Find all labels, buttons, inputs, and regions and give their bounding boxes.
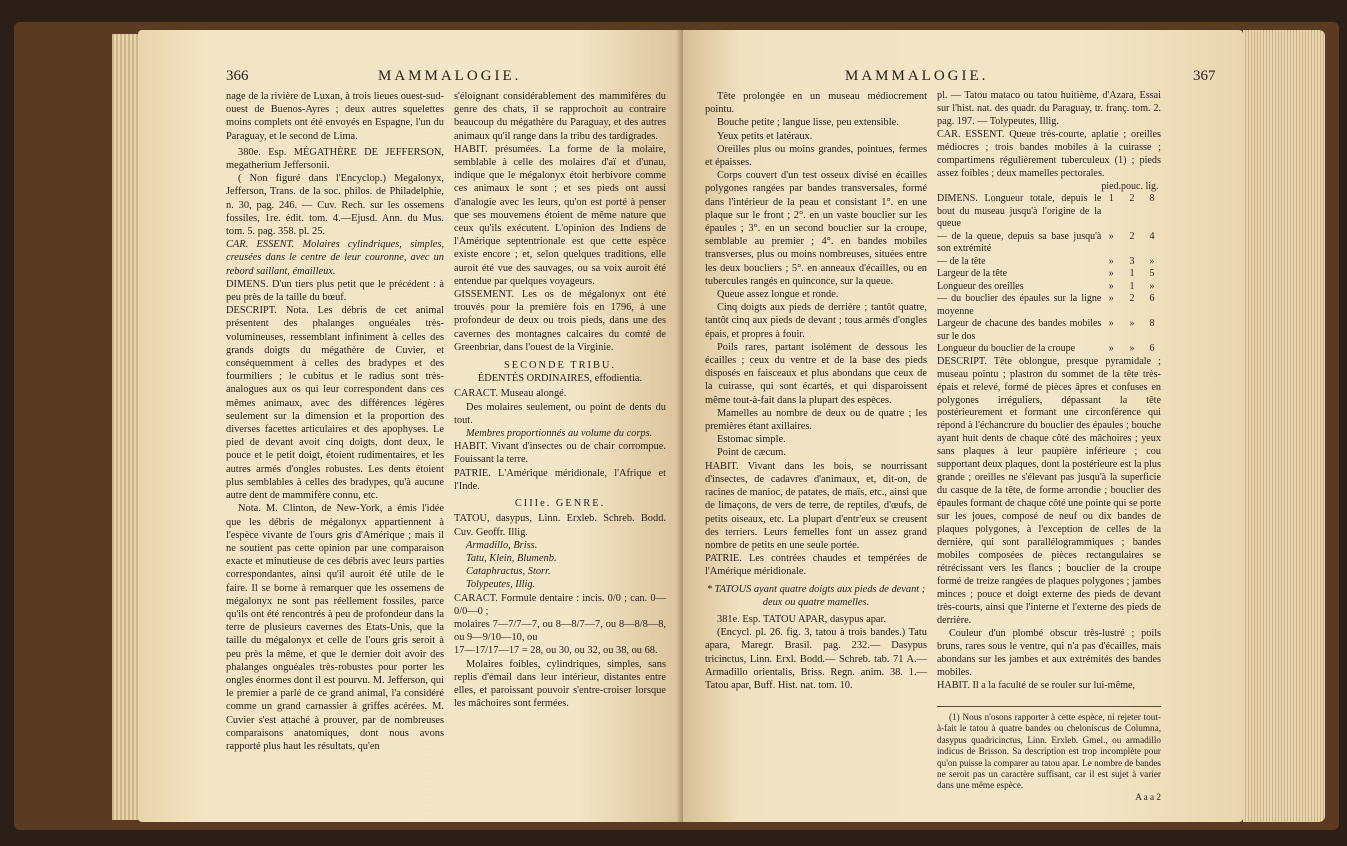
paragraph: DESCRIPT. Nota. Les débris de cet animal présentent des phalanges onguéales très-volumineuses, ressemblant infiniment à celles des grands doigts du mégathère de Cuvier, et conséquemment à celles des bradypes et des fourmiliers ; le cubitus et le radius sont très-analogues aux os qui leur correspondent dans ces mêmes animaux, avec des différences légères seulement sur la dimension et la proportion des diverses facettes articulaires et des apophyses. Le pied de devant avoit cinq doigts, dont deux, le pouce et le petit doigt, étoient rudimentaires, et les autres armés d'ongles robustes. Les dents étoient plus semblables à celles des bradypes, qu'à aucune autre dent de mammifère connu, etc. [226, 305, 444, 502]
dental-formula: 17—17/17—17 = 28, ou 30, ou 32, ou 38, ou 68. [454, 645, 658, 657]
paragraph: Des molaires seulement, ou point de dents du tout. [454, 401, 666, 426]
left-page-number: 366 [226, 68, 249, 84]
paragraph: Molaires foibles, cylindriques, simples, sans replis d'émail dans leur intérieur, distantes entre elles, et paroissant pouvoir s'entre-croiser lorsque les mâchoires sont fermées. [454, 658, 666, 710]
paragraph: Estomac simple. [717, 434, 786, 446]
footnote: (1) Nous n'osons rapporter à cette espèce, ni rejeter tout-à-fait le tatou à quatre bandes ou cheloniscus de Columna, dasypus quadricinctus, Linn. Erxleb. Gmel., ou armadillo indicus de Brisson. Sa description est trop incomplète pour qu'on puisse la comparer au tatou apar. Le nombre de bandes ne seroit pas un caractère suffisant, car il est sujet à varier dans une même espèce. A a a 2 [937, 712, 1161, 802]
left-column-2 [454, 90, 666, 710]
left-page [138, 30, 683, 822]
paragraph: Cinq doigts aux pieds de derrière ; tantôt quatre, tantôt cinq aux pieds de devant ; tous armés d'ongles épais, et propres à fouir. [705, 302, 927, 340]
synonym: Tatu, Klein, Blumenb. [466, 552, 557, 564]
paragraph: Bouche petite ; langue lisse, peu extensible. [717, 117, 899, 129]
table-header [937, 181, 1161, 194]
paragraph: GISSEMENT. Les os de mégalonyx ont été trouvés pour la première fois en 1796, à une profondeur de deux ou trois pieds, dans une des cavernes des montagnes calcaires du comté de Greenbriar, dans l'ouest de la Virginie. [454, 289, 666, 353]
dental-formula: CARACT. Formule dentaire : incis. 0/0 ; can. 0—0/0—0 ; [454, 592, 666, 617]
paragraph: CARACT. Museau alongé. [454, 388, 567, 400]
paragraph: ( Non figuré dans l'Encyclop.) Megalonyx, Jefferson, Trans. de la soc. philos. de Philadelphie, n. 30, pag. 246. — Cuv. Rech. sur les ossemens fossiles, 1re. édit. tom. 4.—Ejusd. Ann. du Mus. tom. 5. pag. 358. pl. 25. [226, 173, 444, 238]
table-row: Longueur des oreilles » 1 » [937, 280, 1155, 292]
paragraph: Tête prolongée en un museau médiocrement pointu. [705, 91, 927, 116]
left-running-head: MAMMALOGIE. [378, 68, 522, 84]
right-running-head: MAMMALOGIE. [845, 68, 989, 84]
paragraph: Membres proportionnés au volume du corps. [466, 428, 653, 440]
right-page [683, 30, 1243, 822]
genus-heading: CIIIe. GENRE. [514, 498, 606, 510]
synonym: Cataphractus, Storr. [466, 566, 551, 578]
table-row: — de la queue, depuis sa base jusqu'à son extrémité » 2 4 [937, 230, 1155, 255]
section-heading: SECONDE TRIBU. [503, 360, 617, 372]
table-row: Largeur de chacune des bandes mobiles sur le dos » » 8 [937, 318, 1155, 342]
paragraph: HABIT. Vivant d'insectes ou de chair corrompue. Fouissant la terre. [454, 441, 666, 466]
paragraph: s'éloignant considérablement des mammifères du genre des chats, il se rapprochoit au contraire beaucoup du mégathère du Paraguay, et des autres animaux qu'il range dans la tribu des tardigrades. [454, 91, 666, 142]
table-row: Longueur du bouclier de la croupe » » 6 [937, 343, 1155, 355]
right-column-1 [705, 90, 927, 692]
paragraph: CAR. ESSENT. Queue très-courte, aplatie ; oreilles médiocres ; trois bandes mobiles à la cuirasse ; compartimens régulièrement tuberculeux (1) ; pieds assez foibles ; deux mamelles pectorales. [937, 128, 1161, 179]
synonym: Tolypeutes, Illig. [466, 579, 536, 591]
column-header: pouc. [1121, 180, 1143, 192]
paragraph: DIMENS. D'un tiers plus petit que le précédent : à peu près de la taille du bœuf. [226, 278, 444, 304]
paragraph: DESCRIPT. Tête oblongue, presque pyramidale ; museau pointu ; plastron du sommet de la tête très-épais et relevé, formé de pièces âpres et confuses en polygones irréguliers, dépassant la tête postérieurement et formant une circonférence qui répond à l'échancrure du bouclier des épaules ; bouche ayant huit dents de chaque côté des mâchoires ; yeux sans plaques à leur paupière inférieure ; cou supportant deux plaques, dont la postérieure est la plus grande ; oreilles ne s'élevant pas jusqu'à la superficie du casque de la tête, de forme arrondie ; bouclier des épaules formant de chaque côté une pointe qui se porte sur les joues, composé de neuf ou dix bandes de plaques polygones, à l'exception de celles de la dernière, qui sont parallélogrammiques ; bandes mobiles composées de pièces rectangulaires se rétrécissant vers les flancs ; bouclier de la croupe formé de treize rangées de plaques polygones ; jambes minces ; pouce et doigt externe des pieds de devant très-courts, ainsi que l'interne et l'externe des pieds de derrière. [937, 355, 1161, 626]
dimensions-table [937, 181, 1161, 356]
paragraph: Couleur d'un plombé obscur très-lustré ; poils bruns, rares sous le ventre, qui n'a pas d'écailles, mais abondans sur les jambes et aux extrémités des bandes mobiles. [937, 627, 1161, 678]
column-header: lig. [1145, 180, 1159, 192]
paragraph: Poils rares, partant isolément de dessous les écailles ; ceux du ventre et de la base des pieds disposés en faisceaux et plus abondans que ceux de la cuirasse, qui sont écartés, et qui disparoissent même tout-à-fait dans la plupart des espèces. [705, 341, 927, 406]
paragraph: Point de cæcum. [717, 447, 786, 459]
paragraph: Queue assez longue et ronde. [717, 289, 839, 301]
paragraph: (Encycl. pl. 26. fig. 3, tatou à trois bandes.) Tatu apara, Maregr. Brasil. pag. 232.— Dasypus tricinctus, Linn. Erxl. Bodd.— Schreb. tab. 71 A.— Armadillo orientalis, Briss. Regn. anim. 38. 1.— Tatou apar, Buff. Hist. nat. tom. 10. [705, 627, 927, 691]
synonym: Armadillo, Briss. [466, 539, 538, 551]
column-header: pied. [1101, 180, 1122, 192]
right-column-2 [937, 90, 1161, 692]
paragraph: TATOU, dasypus, Linn. Erxleb. Schreb. Bodd. Cuv. Geoffr. Illig. [454, 513, 666, 538]
paragraph: nage de la rivière de Luxan, à trois lieues ouest-sud-ouest de Buenos-Ayres ; deux autres squelettes moins complets ont été envoyés en Espagne, l'un du Paraguay, et le second de Lima. [226, 91, 444, 142]
species-heading: 381e. Esp. TATOU APAR, dasypus apar. [717, 613, 886, 625]
paragraph: HABIT. Il a la faculté de se rouler sur lui-même, [937, 679, 1136, 691]
section-subheading: ÉDENTÉS ORDINAIRES, effodientia. [477, 373, 643, 385]
paragraph: Mamelles au nombre de deux ou de quatre ; les premières étant axillaires. [705, 407, 927, 433]
paragraph: Yeux petits et latéraux. [717, 130, 813, 142]
dental-formula: molaires 7—7/7—7, ou 8—8/7—7, ou 8—8/8—8, ou 9—9/10—10, ou [454, 618, 666, 644]
left-column-1 [226, 90, 444, 753]
table-row: Largeur de la tête » 1 5 [937, 268, 1155, 280]
subsection-heading: * TATOUS ayant quatre doigts aux pieds de devant ; deux ou quatre mamelles. [706, 583, 926, 608]
signature-mark: A a a 2 [1135, 791, 1161, 802]
paragraph: HABIT. présumées. La forme de la molaire, semblable à celle des molaires d'aï et d'unau, indique que le mégalonyx étoit herbivore comme ces animaux le sont ; et ses pieds ont aussi d'analogie avec les leurs, qu'on est porté à penser que ses mouvemens étoient de même nature que ceux qu'ils exécutent. L'opinion des Indiens de l'Amérique septentrionale est que cette espèce existe encore ; et, selon quelques traditions, elle auroit été vue des sauvages, ou sa voix auroit été entendue par quelques voyageurs. [454, 143, 666, 287]
table-row: — de la tête » 3 » [937, 255, 1155, 267]
left-page-edges [112, 34, 140, 820]
paragraph: Corps couvert d'un test osseux divisé en écailles polygones rangées par bandes transversales, formé dans l'intérieur de la peau et consistant 1°. en une plaque sur le front ; 2°. en un vaste bouclier sur les épaules ; 3°. en un second bouclier sur la croupe, semblable au premier ; 4°. en bandes mobiles transverses, plus ou moins nombreuses, situées entre les deux boucliers ; 5°. en anneaux d'écailles, ou en tubercules rangés en quinconce, sur la queue. [705, 170, 927, 287]
paragraph: CAR. ESSENT. Molaires cylindriques, simples, creusées dans le centre de leur couronne, avec un rebord saillant, émailleux. [226, 239, 444, 277]
paragraph: PATRIE. L'Amérique méridionale, l'Afrique et l'Inde. [454, 467, 666, 492]
footnote-rule [937, 706, 1161, 707]
species-heading: 380e. Esp. MÉGATHÈRE DE JEFFERSON, megatherium Jeffersonii. [226, 146, 444, 172]
table-row: DIMENS. Longueur totale, depuis le bout du museau jusqu'à l'origine de la queue 1 2 8 [937, 193, 1155, 230]
paragraph: Nota. M. Clinton, de New-York, a émis l'idée que les débris de mégalonyx appartiennent à l'espèce vivante de l'ours gris d'Amérique ; mais il ne soutient pas cette opinion par une comparaison exacte et minutieuse de ces débris avec leurs parties correspondantes, ainsi qu'il auroit été utile de le faire. Il se borne à remarquer que les ossemens de mégalonyx ne sont pas réellement fossiles, parce qu'ils ont été rencontrés à peu de profondeur dans la terre de plusieurs cavernes des Etats-Unis, que la taille du mégalonyx et celle de l'ours gris seroit à peu près la même, et que le dernier doit avoir des phalanges onguéales très-robustes pour porter les ongles énormes dont il est pourvu. M. Jefferson, qui le premier a parlé de ce grand animal, l'a considéré comme un grand carnassier à griffes acérées. M. Cuvier s'est attaché à prouver, par de nombreuses comparaisons anatomiques, dont nous avons rapporté plus haut les résultats, qu'en [226, 503, 444, 752]
paragraph: Oreilles plus ou moins grandes, pointues, fermes et épaisses. [705, 143, 927, 169]
table-row: — du bouclier des épaules sur la ligne moyenne » 2 6 [937, 293, 1155, 317]
right-page-number: 367 [1193, 68, 1216, 84]
paragraph: PATRIE. Les contrées chaudes et tempérées de l'Amérique méridionale. [705, 553, 927, 578]
right-page-edges [1243, 30, 1325, 822]
paragraph: HABIT. Vivant dans les bois, se nourrissant d'insectes, de cadavres d'animaux, et, dit-on, de racines de manioc, de patates, de maïs, etc., ainsi que de limaçons, de vers de terre, de reptiles, d'œufs, de petits oiseaux, etc. La plupart d'entr'eux se creusent des terriers. Leurs femelles font un assez grand nombre de petits en une seule portée. [705, 460, 927, 551]
paragraph: pl. — Tatou mataco ou tatou huitième, d'Azara, Essai sur l'hist. nat. des quadr. du Paraguay, tr. franç. tom. 2. pag. 197. — Tolypeutes, Illig. [937, 90, 1161, 127]
